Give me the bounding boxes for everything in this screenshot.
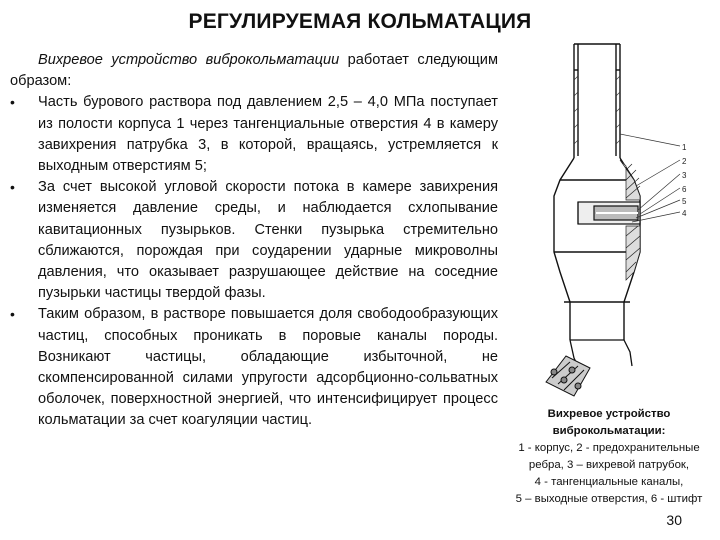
callout-label: 5 xyxy=(682,197,687,206)
intro-rest: работает следующим образом: xyxy=(10,52,498,90)
caption-line: ребра, 3 – вихревой патрубок, xyxy=(528,459,690,471)
callout-label: 3 xyxy=(682,171,687,180)
vortex-nozzle xyxy=(578,202,640,224)
bullet-list xyxy=(10,92,498,431)
caption-title-line: виброкольматации: xyxy=(552,425,666,437)
slide-title: РЕГУЛИРУЕМАЯ КОЛЬМАТАЦИЯ xyxy=(188,10,532,33)
figure-caption xyxy=(500,406,718,508)
device-drawing xyxy=(540,40,710,400)
page-number: 30 xyxy=(666,512,682,528)
intro-paragraph xyxy=(10,50,498,92)
caption-line: 5 – выходные отверстия, 6 - штифт xyxy=(515,493,703,505)
device-name: Вихревое устройство виброкольматации xyxy=(38,52,340,68)
bullet-item: • Часть бурового раствора под давлением 2,5 – 4,0 МПа поступает из полости корпуса 1 через тангенциальные отверстия 4 в камеру завихрения патрубка 3, в которой, вращаясь, устремляется к выходным отверстиям 5; xyxy=(10,92,498,177)
bullet-item: • Таким образом, в растворе повышается доля свободообразующих частиц, способных проникать в поровые каналы породы. Возникают частицы, обладающие избыточной, не скомпенсированной силами упругости адсорбционно-сольватных оболочек, поверхностной энергией, что интенсифицирует процесс кольматации за счет коагуляции частиц. xyxy=(10,304,498,431)
left-wall-hatch xyxy=(574,76,620,144)
description-text xyxy=(10,50,498,432)
bullet-item: • За счет высокой угловой скорости потока в камере завихрения изменяется давление среды, и наблюдается схлопывание кавитационных пузырьков. Стенки пузырька стремительно сближаются, порождая при соударении ударные микроволны давления, что оказывает разрушающее действие на соседние пузырьки частицы твердой фазы. xyxy=(10,177,498,304)
callout-label: 6 xyxy=(682,185,687,194)
caption-line: 4 - тангенциальные каналы, xyxy=(534,476,684,488)
callout-label: 2 xyxy=(682,157,687,166)
upper-pipe xyxy=(574,44,620,158)
drill-bit xyxy=(546,356,590,396)
callout-label: 4 xyxy=(682,209,687,218)
callout-label: 1 xyxy=(682,143,687,152)
caption-title-line: Вихревое устройство xyxy=(547,408,671,420)
caption-line: 1 - корпус, 2 - предохранительные xyxy=(518,442,700,454)
